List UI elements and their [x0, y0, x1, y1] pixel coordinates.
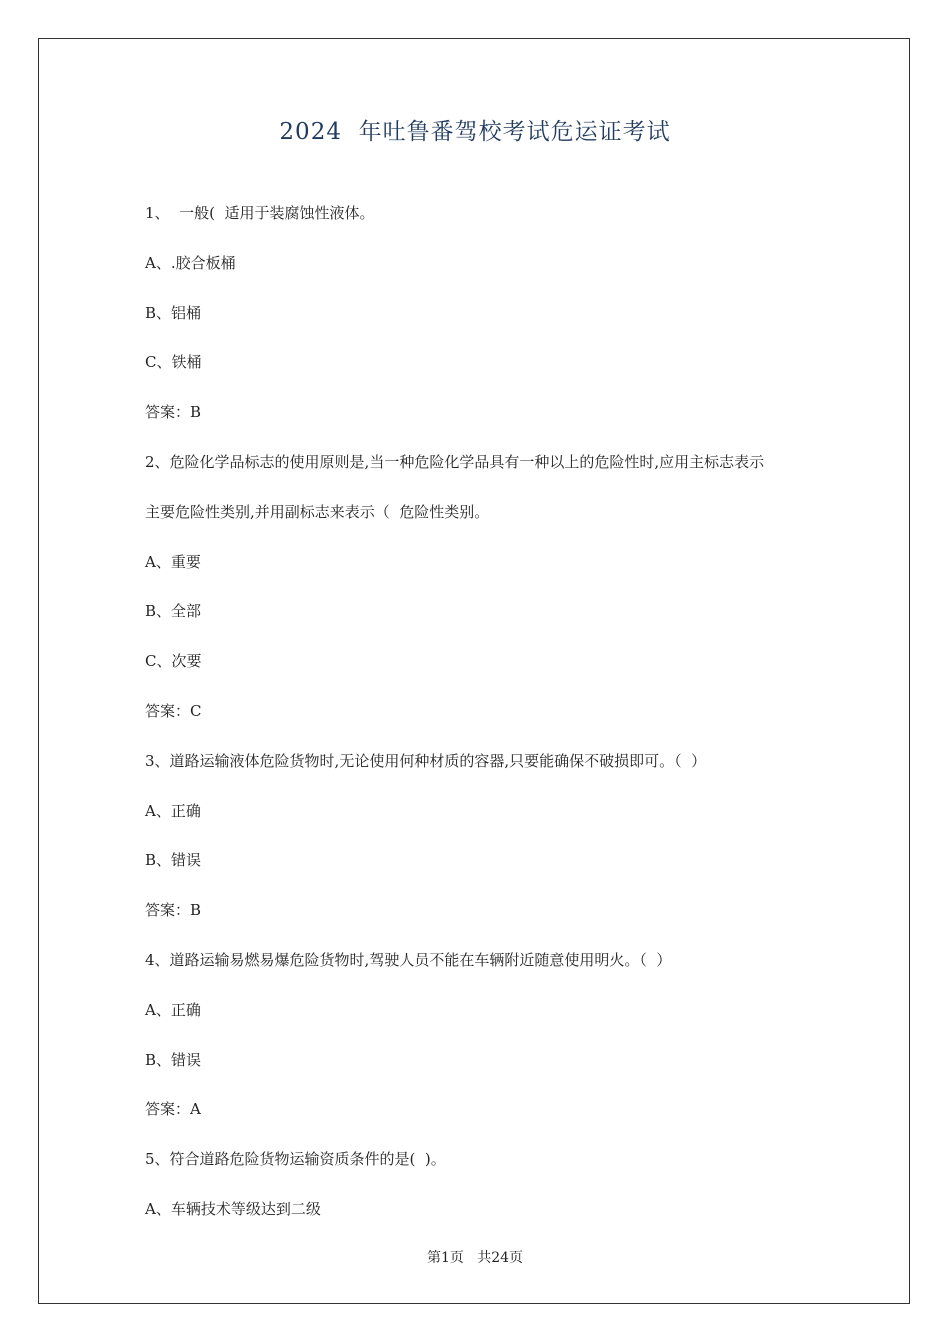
question-1-text: 1、 一般( 适用于装腐蚀性液体。	[145, 204, 375, 222]
question-1-option-c: C、铁桶	[145, 353, 202, 371]
question-5-text: 5、符合道路危险货物运输资质条件的是( )。	[145, 1150, 446, 1168]
question-2-option-c: C、次要	[145, 652, 202, 670]
question-5-option-a: A、车辆技术等级达到二级	[145, 1200, 321, 1218]
question-1-option-b: B、铝桶	[145, 304, 202, 322]
question-4-option-a: A、正确	[145, 1001, 201, 1019]
question-3-text: 3、道路运输液体危险货物时,无论使用何种材质的容器,只要能确保不破损即可。（ ）	[145, 752, 707, 770]
question-4-answer: 答案：A	[145, 1100, 201, 1118]
question-2-option-a: A、重要	[145, 553, 201, 571]
question-2-text-line-1: 2、危险化学品标志的使用原则是,当一种危险化学品具有一种以上的危险性时,应用主标志表示	[145, 453, 765, 471]
question-2-text-line-2: 主要危险性类别,并用副标志来表示（ 危险性类别。	[145, 503, 490, 521]
question-1-option-a: A、.胶合板桶	[145, 254, 236, 272]
question-4-option-b: B、错误	[145, 1051, 202, 1069]
question-3-answer: 答案：B	[145, 901, 202, 919]
question-1-answer: 答案：B	[145, 403, 202, 421]
document-title: 2024 年吐鲁番驾校考试危运证考试	[279, 119, 671, 145]
page-number: 第1页 共24页	[426, 1250, 524, 1266]
question-4-text: 4、道路运输易燃易爆危险货物时,驾驶人员不能在车辆附近随意使用明火。（ ）	[145, 951, 672, 969]
question-2-answer: 答案：C	[145, 702, 202, 720]
question-3-option-b: B、错误	[145, 851, 202, 869]
question-3-option-a: A、正确	[145, 802, 201, 820]
question-2-option-b: B、全部	[145, 602, 202, 620]
